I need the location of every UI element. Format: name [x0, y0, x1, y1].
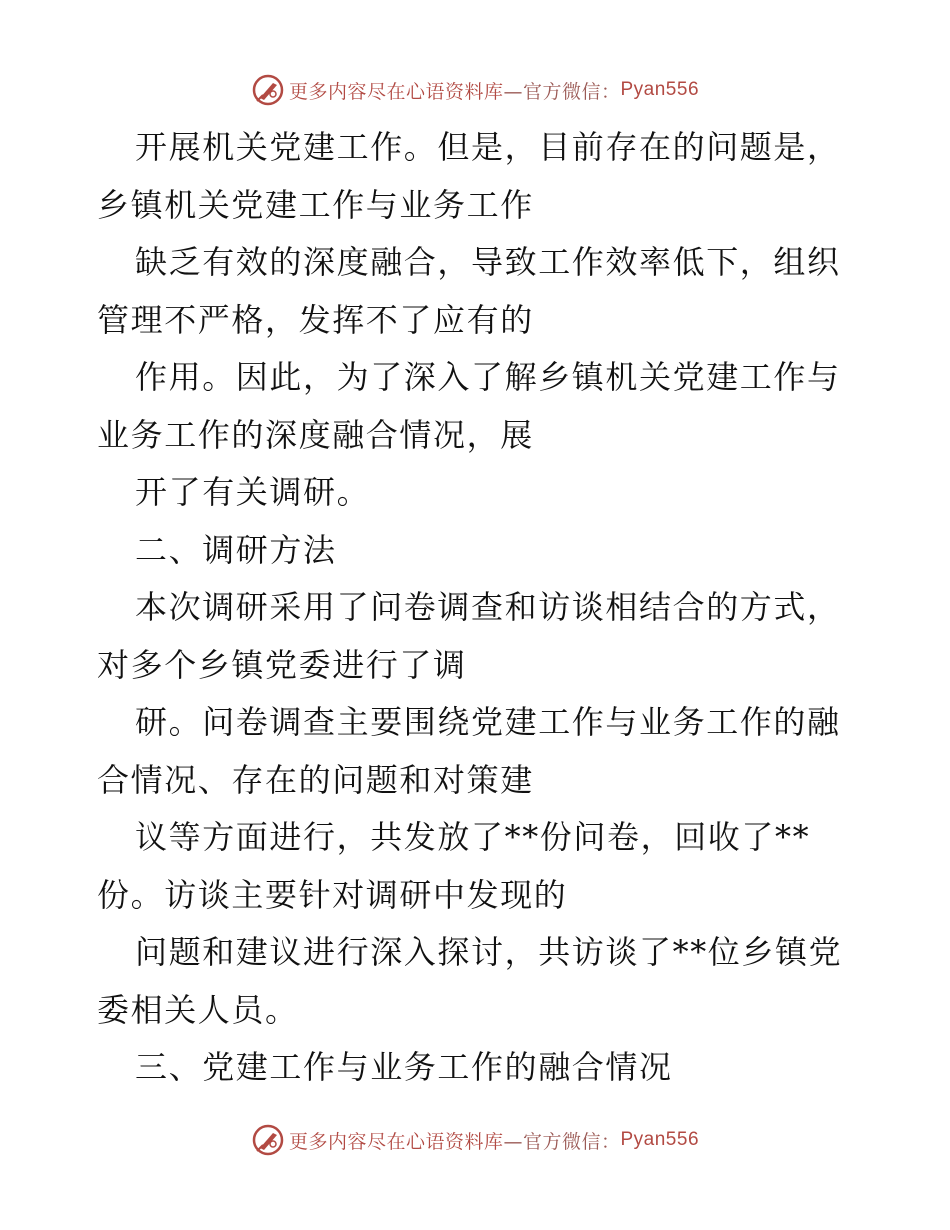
- text-line: 议等方面进行，共发放了**份问卷，回收了**: [135, 818, 811, 856]
- document-body: [97, 119, 857, 1097]
- quill-pen-icon: [251, 73, 285, 107]
- watermark-main-text: 更多内容尽在心语资料库: [288, 80, 504, 103]
- watermark-header: [0, 70, 950, 110]
- watermark-wechat-id: Pyan556: [620, 79, 700, 100]
- text-line: 委相关人员。: [97, 990, 299, 1029]
- section-heading: 三、党建工作与业务工作的融合情况: [135, 1048, 673, 1086]
- watermark-side-text: —官方微信：: [503, 80, 621, 103]
- text-line: 份。访谈主要针对调研中发现的: [97, 875, 568, 914]
- text-line: 研。问卷调查主要围绕党建工作与业务工作的融: [135, 703, 841, 741]
- text-line: 开了有关调研。: [135, 473, 371, 511]
- text-line: 合情况、存在的问题和对策建: [97, 760, 534, 799]
- text-line: 乡镇机关党建工作与业务工作: [97, 185, 534, 224]
- watermark-side-text: —官方微信：: [503, 1130, 621, 1153]
- text-line: 开展机关党建工作。但是，目前存在的问题是，: [135, 128, 841, 166]
- text-line: 管理不严格，发挥不了应有的: [97, 300, 534, 339]
- text-line: 对多个乡镇党委进行了调: [97, 645, 467, 684]
- section-heading: 二、调研方法: [135, 530, 337, 569]
- watermark-main-text: 更多内容尽在心语资料库: [288, 1130, 504, 1153]
- watermark-footer: [0, 1120, 950, 1160]
- text-line: 本次调研采用了问卷调查和访谈相结合的方式，: [135, 588, 841, 626]
- text-line: 问题和建议进行深入探讨，共访谈了**位乡镇党: [135, 933, 843, 971]
- quill-pen-icon: [251, 1123, 285, 1157]
- text-line: 业务工作的深度融合情况，展: [97, 415, 534, 454]
- text-line: 缺乏有效的深度融合，导致工作效率低下，组织: [135, 243, 841, 281]
- watermark-wechat-id: Pyan556: [620, 1129, 700, 1150]
- text-line: 作用。因此，为了深入了解乡镇机关党建工作与: [135, 358, 841, 396]
